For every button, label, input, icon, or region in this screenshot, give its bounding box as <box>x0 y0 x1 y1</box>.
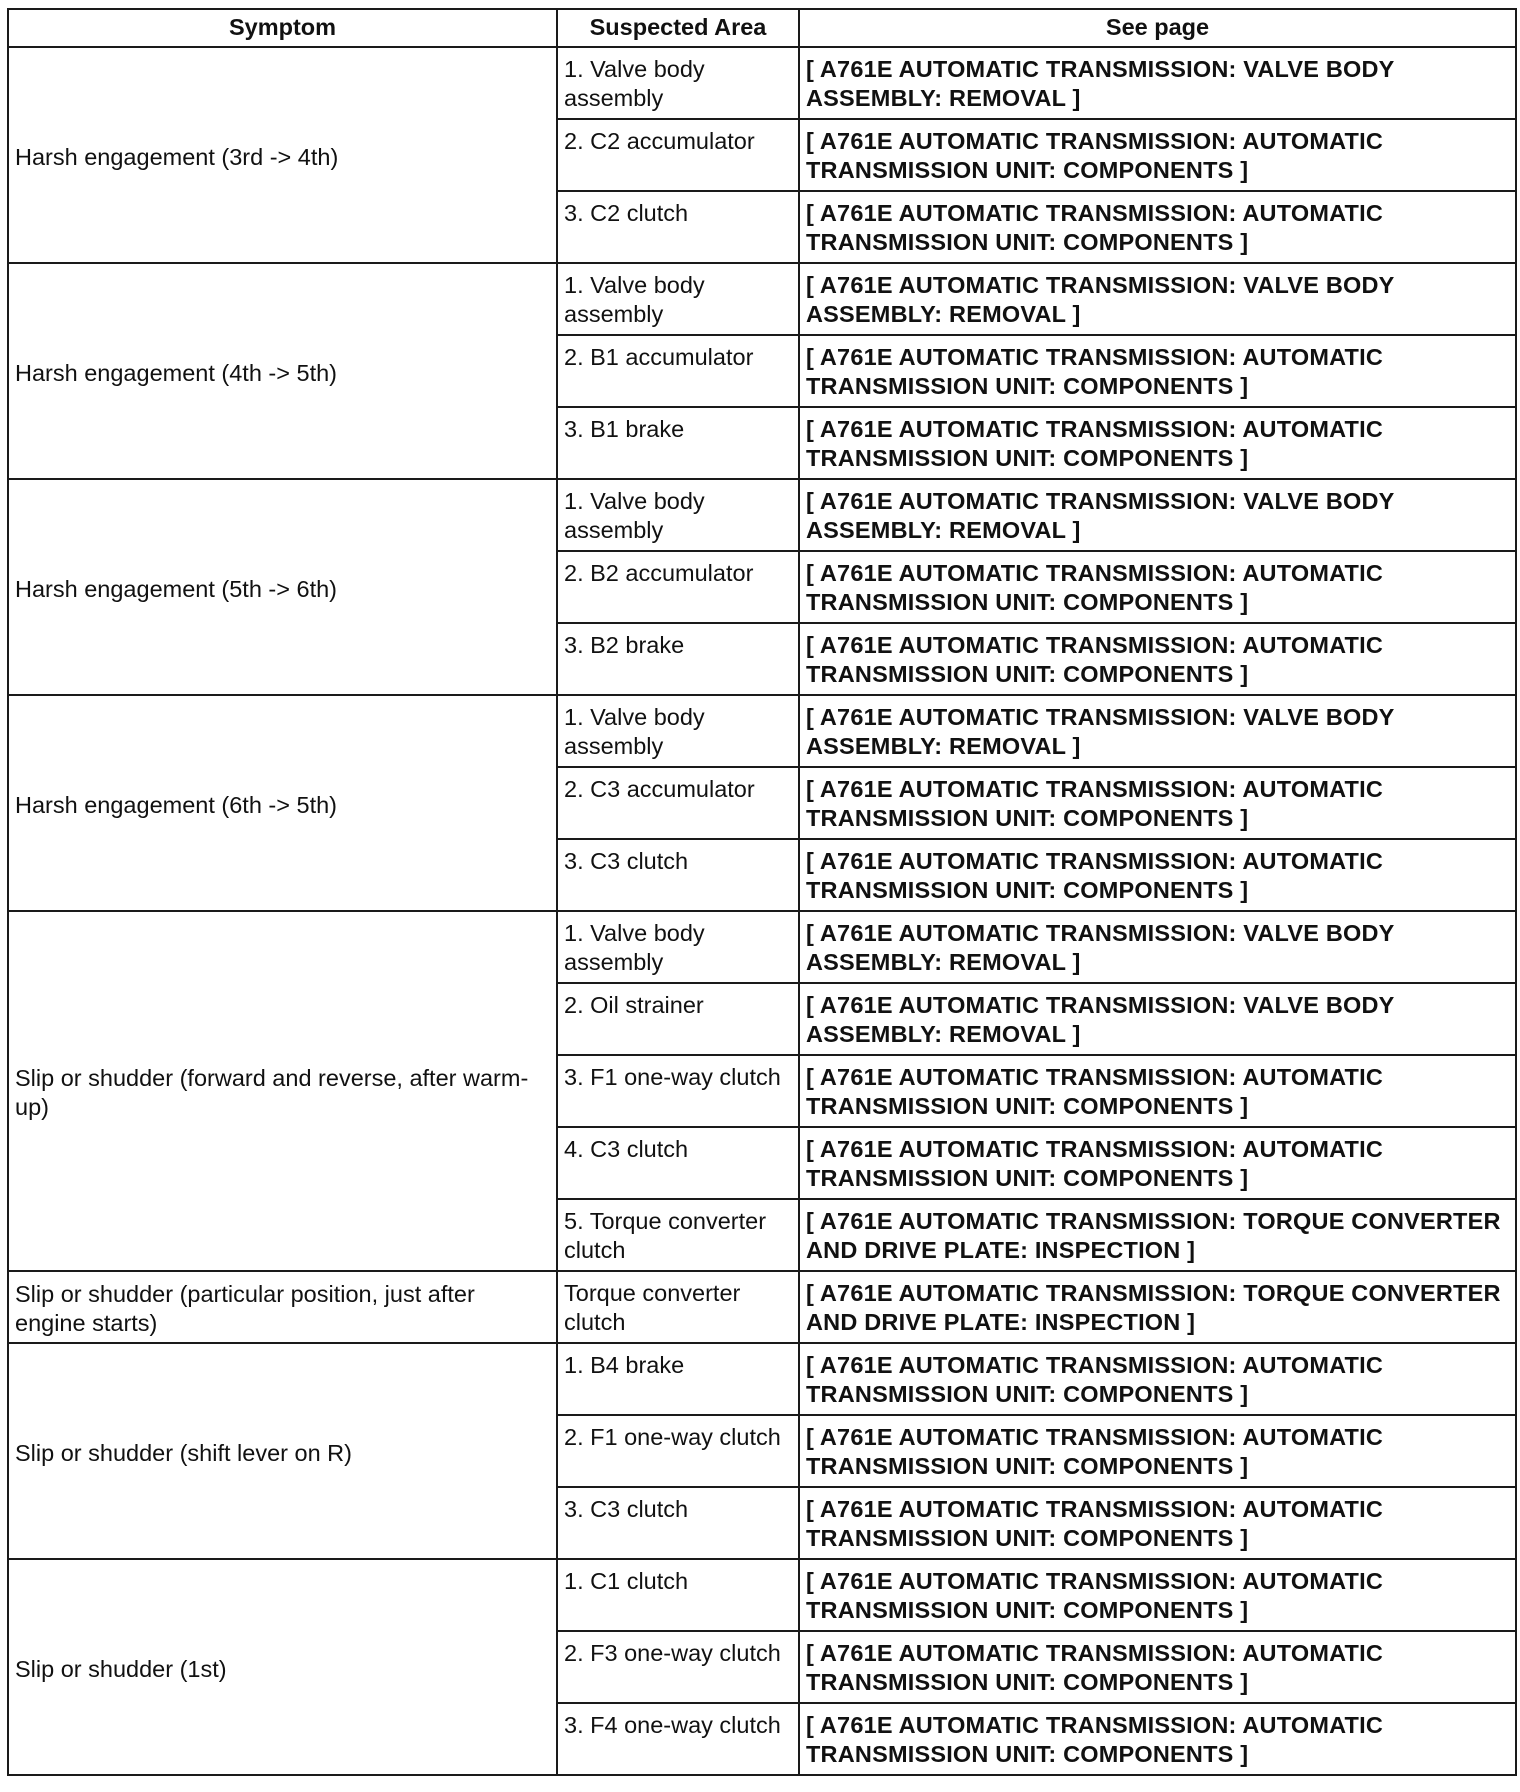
see-page-reference[interactable]: [ A761E AUTOMATIC TRANSMISSION: VALVE BODY ASSEMBLY: REMOVAL ] <box>799 983 1516 1055</box>
suspected-area-cell: 3. C2 clutch <box>557 191 799 263</box>
suspected-area-cell: 1. Valve body assembly <box>557 695 799 767</box>
see-page-column-header: See page <box>799 9 1516 47</box>
see-page-reference[interactable]: [ A761E AUTOMATIC TRANSMISSION: AUTOMATIC TRANSMISSION UNIT: COMPONENTS ] <box>799 1631 1516 1703</box>
see-page-reference[interactable]: [ A761E AUTOMATIC TRANSMISSION: AUTOMATIC TRANSMISSION UNIT: COMPONENTS ] <box>799 1127 1516 1199</box>
see-page-reference[interactable]: [ A761E AUTOMATIC TRANSMISSION: VALVE BODY ASSEMBLY: REMOVAL ] <box>799 263 1516 335</box>
see-page-reference[interactable]: [ A761E AUTOMATIC TRANSMISSION: AUTOMATIC TRANSMISSION UNIT: COMPONENTS ] <box>799 1415 1516 1487</box>
symptom-cell: Slip or shudder (shift lever on R) <box>8 1343 557 1559</box>
suspected-area-cell: 2. B1 accumulator <box>557 335 799 407</box>
suspected-area-cell: 3. F1 one-way clutch <box>557 1055 799 1127</box>
suspected-area-cell: 3. B2 brake <box>557 623 799 695</box>
suspected-area-cell: 1. Valve body assembly <box>557 911 799 983</box>
symptom-cell: Harsh engagement (5th -> 6th) <box>8 479 557 695</box>
table-row <box>8 911 1516 983</box>
suspected-area-cell: 2. C2 accumulator <box>557 119 799 191</box>
suspected-area-cell: 3. B1 brake <box>557 407 799 479</box>
see-page-reference[interactable]: [ A761E AUTOMATIC TRANSMISSION: AUTOMATIC TRANSMISSION UNIT: COMPONENTS ] <box>799 1703 1516 1775</box>
header-row <box>8 9 1516 47</box>
suspected-area-cell: 1. C1 clutch <box>557 1559 799 1631</box>
suspected-area-cell: 1. Valve body assembly <box>557 47 799 119</box>
symptom-cell: Harsh engagement (4th -> 5th) <box>8 263 557 479</box>
table-header <box>8 9 1516 47</box>
table-row <box>8 1343 1516 1415</box>
suspected-area-cell: 3. F4 one-way clutch <box>557 1703 799 1775</box>
suspected-area-cell: 3. C3 clutch <box>557 839 799 911</box>
suspected-area-cell: 2. Oil strainer <box>557 983 799 1055</box>
suspected-area-cell: 2. C3 accumulator <box>557 767 799 839</box>
table-row <box>8 1271 1516 1343</box>
suspected-area-cell: 2. F1 one-way clutch <box>557 1415 799 1487</box>
symptom-column-header: Symptom <box>8 9 557 47</box>
see-page-reference[interactable]: [ A761E AUTOMATIC TRANSMISSION: TORQUE CONVERTER AND DRIVE PLATE: INSPECTION ] <box>799 1199 1516 1271</box>
see-page-reference[interactable]: [ A761E AUTOMATIC TRANSMISSION: AUTOMATIC TRANSMISSION UNIT: COMPONENTS ] <box>799 551 1516 623</box>
see-page-reference[interactable]: [ A761E AUTOMATIC TRANSMISSION: VALVE BODY ASSEMBLY: REMOVAL ] <box>799 47 1516 119</box>
table-row <box>8 263 1516 335</box>
symptom-cell: Slip or shudder (forward and reverse, after warm-up) <box>8 911 557 1271</box>
see-page-reference[interactable]: [ A761E AUTOMATIC TRANSMISSION: VALVE BODY ASSEMBLY: REMOVAL ] <box>799 911 1516 983</box>
table-row <box>8 695 1516 767</box>
symptom-cell: Slip or shudder (1st) <box>8 1559 557 1775</box>
table-row <box>8 479 1516 551</box>
suspected-area-cell: 1. Valve body assembly <box>557 479 799 551</box>
table-row <box>8 47 1516 119</box>
suspected-area-cell: 1. B4 brake <box>557 1343 799 1415</box>
symptom-cell: Harsh engagement (3rd -> 4th) <box>8 47 557 263</box>
suspected-area-cell: Torque converter clutch <box>557 1271 799 1343</box>
table-row <box>8 1559 1516 1631</box>
see-page-reference[interactable]: [ A761E AUTOMATIC TRANSMISSION: AUTOMATIC TRANSMISSION UNIT: COMPONENTS ] <box>799 767 1516 839</box>
suspected-area-cell: 5. Torque converter clutch <box>557 1199 799 1271</box>
see-page-reference[interactable]: [ A761E AUTOMATIC TRANSMISSION: AUTOMATIC TRANSMISSION UNIT: COMPONENTS ] <box>799 1559 1516 1631</box>
see-page-reference[interactable]: [ A761E AUTOMATIC TRANSMISSION: AUTOMATIC TRANSMISSION UNIT: COMPONENTS ] <box>799 191 1516 263</box>
suspected-area-column-header: Suspected Area <box>557 9 799 47</box>
suspected-area-cell: 2. F3 one-way clutch <box>557 1631 799 1703</box>
see-page-reference[interactable]: [ A761E AUTOMATIC TRANSMISSION: AUTOMATIC TRANSMISSION UNIT: COMPONENTS ] <box>799 335 1516 407</box>
see-page-reference[interactable]: [ A761E AUTOMATIC TRANSMISSION: AUTOMATIC TRANSMISSION UNIT: COMPONENTS ] <box>799 407 1516 479</box>
symptom-table <box>7 8 1517 1776</box>
see-page-reference[interactable]: [ A761E AUTOMATIC TRANSMISSION: VALVE BODY ASSEMBLY: REMOVAL ] <box>799 479 1516 551</box>
suspected-area-cell: 2. B2 accumulator <box>557 551 799 623</box>
see-page-reference[interactable]: [ A761E AUTOMATIC TRANSMISSION: AUTOMATIC TRANSMISSION UNIT: COMPONENTS ] <box>799 1343 1516 1415</box>
see-page-reference[interactable]: [ A761E AUTOMATIC TRANSMISSION: VALVE BODY ASSEMBLY: REMOVAL ] <box>799 695 1516 767</box>
see-page-reference[interactable]: [ A761E AUTOMATIC TRANSMISSION: AUTOMATIC TRANSMISSION UNIT: COMPONENTS ] <box>799 623 1516 695</box>
troubleshooting-sheet <box>7 8 1517 1776</box>
table-body <box>8 47 1516 1775</box>
see-page-reference[interactable]: [ A761E AUTOMATIC TRANSMISSION: AUTOMATIC TRANSMISSION UNIT: COMPONENTS ] <box>799 839 1516 911</box>
suspected-area-cell: 1. Valve body assembly <box>557 263 799 335</box>
see-page-reference[interactable]: [ A761E AUTOMATIC TRANSMISSION: AUTOMATIC TRANSMISSION UNIT: COMPONENTS ] <box>799 1055 1516 1127</box>
symptom-cell: Harsh engagement (6th -> 5th) <box>8 695 557 911</box>
see-page-reference[interactable]: [ A761E AUTOMATIC TRANSMISSION: AUTOMATIC TRANSMISSION UNIT: COMPONENTS ] <box>799 119 1516 191</box>
symptom-cell: Slip or shudder (particular position, just after engine starts) <box>8 1271 557 1343</box>
suspected-area-cell: 3. C3 clutch <box>557 1487 799 1559</box>
see-page-reference[interactable]: [ A761E AUTOMATIC TRANSMISSION: TORQUE CONVERTER AND DRIVE PLATE: INSPECTION ] <box>799 1271 1516 1343</box>
suspected-area-cell: 4. C3 clutch <box>557 1127 799 1199</box>
see-page-reference[interactable]: [ A761E AUTOMATIC TRANSMISSION: AUTOMATIC TRANSMISSION UNIT: COMPONENTS ] <box>799 1487 1516 1559</box>
